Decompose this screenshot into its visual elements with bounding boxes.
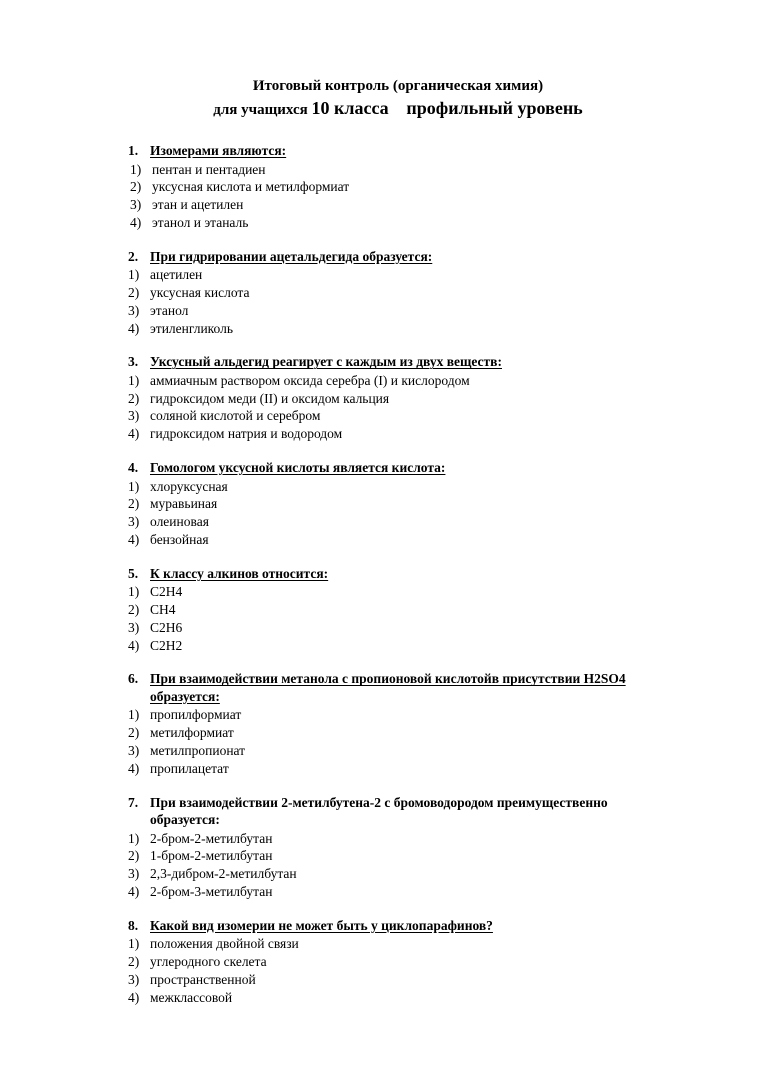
option-number: 2)	[128, 848, 140, 864]
question-7	[128, 794, 728, 901]
option-number: 3)	[130, 197, 142, 213]
title-line-2	[28, 96, 768, 122]
option-text: C2H4	[150, 584, 183, 600]
option-number: 2)	[128, 390, 140, 406]
option-number: 2)	[128, 725, 140, 741]
question-text-line-2: образуется:	[150, 688, 220, 704]
document-header	[0, 76, 768, 122]
answer-option	[128, 425, 728, 443]
option-number: 1)	[128, 584, 140, 600]
option-number: 2)	[130, 179, 142, 195]
question-6	[128, 670, 728, 777]
option-number: 4)	[128, 426, 140, 442]
question-number: 5.	[128, 565, 139, 581]
question-title	[128, 353, 728, 371]
answer-option	[128, 320, 728, 338]
answer-options	[128, 372, 728, 443]
option-text: CH4	[150, 602, 176, 618]
question-5	[128, 565, 728, 655]
question-text: К классу алкинов относится:	[150, 565, 329, 581]
question-title	[128, 565, 728, 583]
question-number: 3.	[128, 354, 139, 370]
option-text: метилформиат	[150, 725, 234, 741]
question-title	[128, 248, 728, 266]
option-number: 4)	[128, 884, 140, 900]
answer-option	[128, 760, 728, 778]
option-number: 3)	[128, 514, 140, 530]
option-text: C2H6	[150, 619, 183, 635]
option-number: 4)	[128, 989, 140, 1005]
question-text: Изомерами являются:	[150, 143, 287, 158]
option-text: гидроксидом натрия и водородом	[150, 426, 343, 442]
option-number: 4)	[128, 320, 140, 336]
option-text: этиленгликоль	[150, 320, 234, 336]
option-number: 3)	[128, 302, 140, 318]
option-text: этанол	[150, 302, 189, 318]
answer-option	[128, 390, 728, 408]
answer-option	[128, 706, 728, 724]
question-text-line-2: образуется:	[150, 812, 220, 828]
option-number: 3)	[128, 866, 140, 882]
option-number: 2)	[128, 954, 140, 970]
answer-option	[128, 178, 728, 196]
answer-option	[128, 830, 728, 848]
question-number: 1.	[128, 143, 139, 158]
answer-option	[128, 284, 728, 302]
option-text: межклассовой	[150, 989, 233, 1005]
answer-option	[128, 742, 728, 760]
answer-option	[128, 724, 728, 742]
question-number: 8.	[128, 917, 139, 933]
question-number: 4.	[128, 460, 139, 476]
option-number: 2)	[128, 284, 140, 300]
answer-option	[128, 619, 728, 637]
option-text: муравьиная	[150, 496, 218, 512]
question-1	[128, 142, 728, 232]
answer-options	[128, 706, 728, 777]
option-text: ацетилен	[150, 267, 203, 283]
option-text: гидроксидом меди (II) и оксидом кальция	[150, 390, 390, 406]
answer-option	[128, 935, 728, 953]
option-number: 4)	[128, 760, 140, 776]
answer-option	[128, 601, 728, 619]
option-number: 1)	[128, 478, 140, 494]
option-text: пропилацетат	[150, 760, 229, 776]
option-number: 2)	[128, 496, 140, 512]
option-text: пространственной	[150, 971, 256, 987]
option-number: 3)	[128, 971, 140, 987]
answer-option	[128, 513, 728, 531]
option-number: 1)	[128, 936, 140, 952]
option-number: 1)	[130, 161, 142, 177]
option-text: хлоруксусная	[150, 478, 228, 494]
answer-options	[128, 266, 728, 337]
question-text: Уксусный альдегид реагирует с каждым из двух веществ:	[150, 354, 502, 370]
question-title	[128, 670, 728, 705]
question-text-line-1: При взаимодействии метанола с пропионовой кислотойв присутствии H2SO4	[150, 671, 626, 687]
title-line-1: Итоговый контроль (органическая химия)	[252, 78, 544, 94]
question-text	[150, 670, 626, 705]
question-number: 6.	[128, 671, 139, 687]
option-number: 1)	[128, 707, 140, 723]
option-text: уксусная кислота и метилформиат	[152, 179, 350, 195]
question-title	[128, 794, 728, 829]
title-level: профильный уровень	[406, 98, 583, 118]
option-text: углеродного скелета	[150, 954, 267, 970]
answer-option	[128, 372, 728, 390]
answer-options	[128, 161, 728, 232]
answer-option	[128, 161, 728, 179]
answer-option	[128, 196, 728, 214]
option-text: 2-бром-2-метилбутан	[150, 830, 273, 846]
answer-option	[128, 407, 728, 425]
option-text: 2-бром-3-метилбутан	[150, 884, 273, 900]
option-text: этанол и этаналь	[152, 214, 249, 230]
answer-option	[128, 214, 728, 232]
question-text-line-1: При взаимодействии 2-метилбутена-2 с бромоводородом преимущественно	[150, 794, 608, 810]
answer-option	[128, 583, 728, 601]
option-number: 1)	[128, 267, 140, 283]
question-text: Какой вид изомерии не может быть у циклопарафинов?	[150, 917, 493, 933]
answer-options	[128, 583, 728, 654]
question-4	[128, 459, 728, 549]
answer-option	[128, 531, 728, 549]
question-number: 7.	[128, 794, 139, 810]
option-text: пентан и пентадиен	[152, 161, 266, 177]
question-title	[128, 142, 728, 160]
option-number: 4)	[128, 637, 140, 653]
answer-option	[128, 883, 728, 901]
answer-option	[128, 302, 728, 320]
option-text: положения двойной связи	[150, 936, 299, 952]
option-number: 4)	[128, 531, 140, 547]
answer-option	[128, 847, 728, 865]
option-text: олеиновая	[150, 514, 209, 530]
option-number: 2)	[128, 602, 140, 618]
option-text: пропилформиат	[150, 707, 242, 723]
question-text: При гидрировании ацетальдегида образуется:	[150, 248, 433, 264]
question-title	[128, 459, 728, 477]
answer-option	[128, 953, 728, 971]
option-text: уксусная кислота	[150, 284, 250, 300]
option-number: 1)	[128, 372, 140, 388]
questions-list	[128, 142, 728, 1023]
question-3	[128, 353, 728, 443]
answer-options	[128, 478, 728, 549]
option-number: 3)	[128, 408, 140, 424]
question-title	[128, 917, 728, 935]
option-text: бензойная	[150, 531, 209, 547]
answer-option	[128, 865, 728, 883]
title-grade: 10 класса	[311, 98, 389, 118]
question-8	[128, 917, 728, 1007]
question-2	[128, 248, 728, 338]
option-text: 1-бром-2-метилбутан	[150, 848, 273, 864]
question-text: Гомологом уксусной кислоты является кислота:	[150, 460, 446, 476]
answer-options	[128, 935, 728, 1006]
option-text: этан и ацетилен	[152, 197, 244, 213]
option-number: 3)	[128, 743, 140, 759]
question-text	[150, 794, 608, 829]
answer-option	[128, 495, 728, 513]
option-text: соляной кислотой и серебром	[150, 408, 321, 424]
option-number: 3)	[128, 619, 140, 635]
answer-option	[128, 971, 728, 989]
option-number: 4)	[130, 214, 142, 230]
answer-option	[128, 266, 728, 284]
answer-option	[128, 637, 728, 655]
answer-option	[128, 989, 728, 1007]
answer-options	[128, 830, 728, 901]
question-number: 2.	[128, 248, 139, 264]
title-prefix: для учащихся	[213, 102, 308, 118]
answer-option	[128, 478, 728, 496]
option-text: метилпропионат	[150, 743, 246, 759]
option-text: C2H2	[150, 637, 183, 653]
option-text: аммиачным раствором оксида серебра (I) и кислородом	[150, 372, 470, 388]
option-number: 1)	[128, 830, 140, 846]
option-text: 2,3-дибром-2-метилбутан	[150, 866, 297, 882]
